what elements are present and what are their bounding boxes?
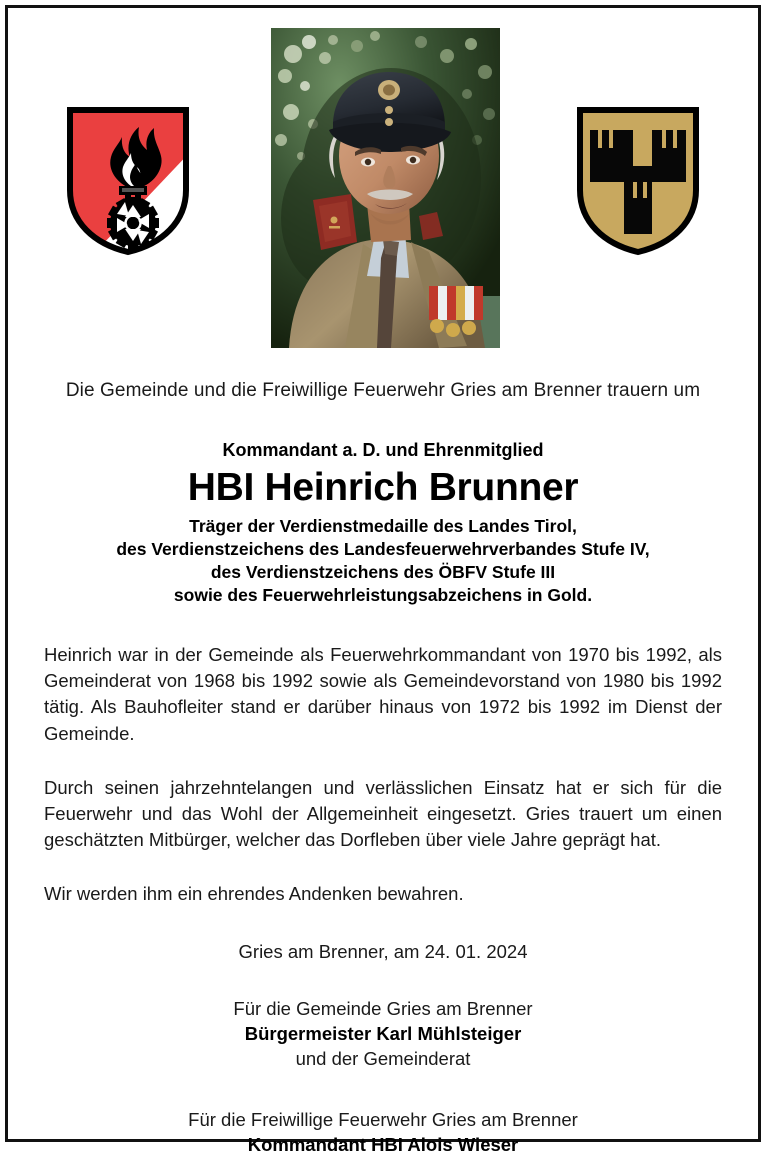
tribute-paragraph: Durch seinen jahrzehntelangen und verlässlichen Einsatz hat er sich für die Feuerwehr und das Wohl der Allgemeinheit eingesetzt. Gries trauert um einen geschätzten Mitbürger, welcher das Dorfleben über viele Jahre geprägt hat. bbox=[44, 776, 722, 851]
honors-list bbox=[40, 515, 726, 608]
signature-name: Kommandant HBI Alois Wieser bbox=[247, 1133, 519, 1155]
place-and-date-line: Gries am Brenner, am 24. 01. 2024 bbox=[238, 940, 528, 962]
signature-name: Bürgermeister Karl Mühlsteiger bbox=[244, 1022, 522, 1044]
obituary-notice-card bbox=[5, 5, 761, 1155]
honor-line: des Verdienstzeichens des Landesfeuerwehrverbandes Stufe IV, bbox=[116, 538, 650, 559]
signature-municipality bbox=[40, 997, 726, 1072]
deceased-name: HBI Heinrich Brunner bbox=[187, 466, 579, 509]
signature-intro: Für die Freiwillige Feuerwehr Gries am Brenner bbox=[188, 1108, 578, 1130]
obituary-text-block bbox=[8, 360, 758, 1158]
portrait-frame bbox=[271, 28, 500, 348]
signature-suffix: und der Gemeinderat bbox=[295, 1047, 471, 1069]
signature-fire-brigade bbox=[40, 1108, 726, 1158]
remembrance-paragraph: Wir werden ihm ein ehrendes Andenken bewahren. bbox=[44, 882, 464, 904]
biography-paragraph: Heinrich war in der Gemeinde als Feuerwehrkommandant von 1970 bis 1992, als Gemeinderat von 1968 bis 1992 sowie als Gemeindevorstand von 1980 bis 1992 tätig. Als Bauhofleiter stand er darüber hinaus von 1972 bis 1992 im Dienst der Gemeinde. bbox=[44, 643, 722, 744]
portrait-photo bbox=[271, 28, 500, 348]
mourning-intro-line: Die Gemeinde und die Freiwillige Feuerwehr Gries am Brenner trauern um bbox=[65, 380, 701, 401]
municipal-coat-of-arms-icon bbox=[574, 104, 702, 256]
deceased-rank-line: Kommandant a. D. und Ehrenmitglied bbox=[222, 440, 544, 460]
signature-intro: Für die Gemeinde Gries am Brenner bbox=[233, 997, 533, 1019]
honor-line: sowie des Feuerwehrleistungsabzeichens in Gold. bbox=[173, 585, 593, 606]
honor-line: Träger der Verdienstmedaille des Landes Tirol, bbox=[189, 515, 577, 536]
fire-brigade-shield-icon bbox=[64, 104, 192, 256]
honor-line: des Verdienstzeichens des ÖBFV Stufe III bbox=[210, 562, 556, 583]
emblem-header-row bbox=[8, 8, 758, 358]
